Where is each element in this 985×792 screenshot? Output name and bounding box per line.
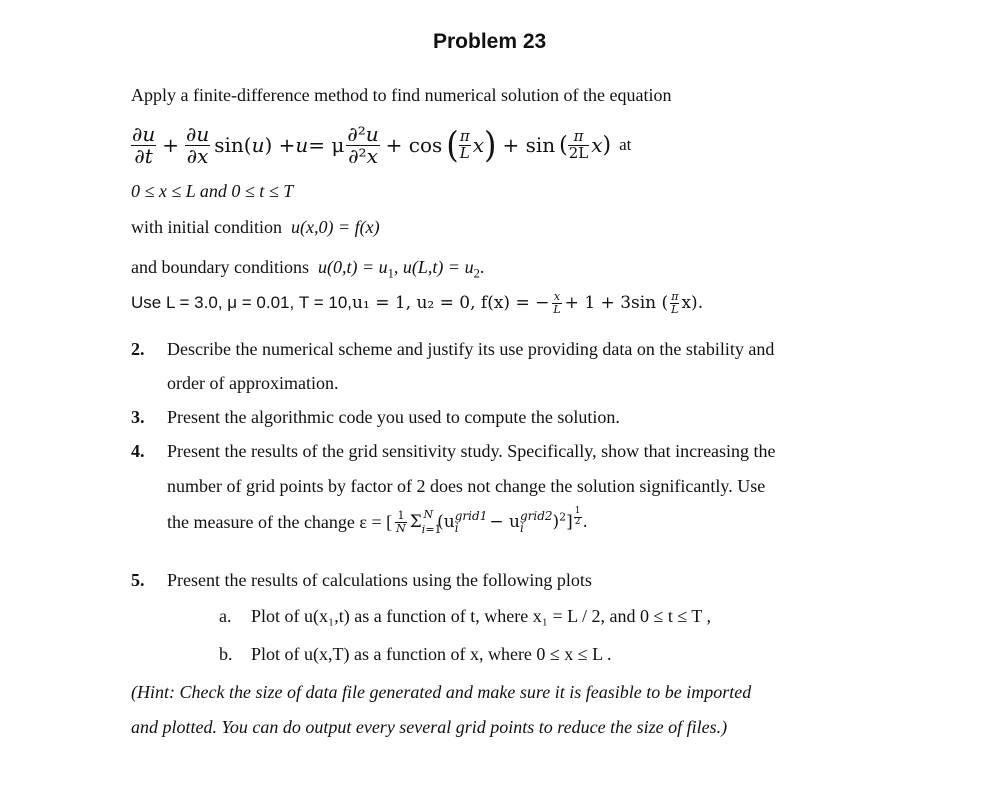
list-item-text: Present the results of the grid sensitivity study. Specifically, show that increasing the (167, 441, 776, 461)
boundary-conditions: and boundary conditions $u(0,t) = u_1$, $u(L,t) = u_2$. (131, 257, 485, 281)
change-measure-line: the measure of the change ε = [ $\frac{1}{N}$ $\Sigma_{i=1}^N$ (u grid1 i − u grid2 i )$^2$] $\frac{1}{2}$ . (167, 506, 588, 537)
hint-text: (Hint: Check the size of data file generated and make sure it is feasible to be imported (131, 682, 752, 702)
intro-text: Apply a finite-difference method to find numerical solution of the equation (131, 85, 672, 105)
item-number: 3. (131, 407, 145, 427)
hint-text: and plotted. You can do output every several grid points to reduce the size of files.) (131, 717, 728, 737)
sub-item-text: Plot of u(x₁,t) as a function of t, where x₁ = L / 2, and 0 ≤ t ≤ T , (251, 606, 712, 626)
sub-item-label: a. (219, 606, 232, 626)
list-item-text: order of approximation. (167, 373, 339, 393)
domain-text: 0 ≤ x ≤ L and 0 ≤ t ≤ T (131, 181, 294, 201)
sub-item-label: b. (219, 644, 233, 664)
du-dt-fraction: $\frac{\partial u}{\partial t}$ (132, 121, 156, 168)
d2u-d2x-fraction: $\frac{\text{∂²u}}{\text{∂²x}}$ (347, 121, 379, 168)
page-title: Problem 23 (433, 30, 547, 53)
x-over-L-fraction: $\frac{x}{L}$ (553, 290, 561, 316)
initial-condition: with initial condition u(x,0) = f(x) (131, 217, 380, 237)
list-item-text: Describe the numerical scheme and justify its use providing data on the stability and (167, 339, 775, 359)
pi-over-2L-fraction: $\frac{\pi}{2L}$ (568, 126, 589, 162)
pi-over-L-fraction: $\frac{\pi}{L}$ (459, 126, 470, 162)
parameters-line: Use L = 3.0, μ = 0.01, T = 10, u₁ = 1, u₂ = 0, f(x) = − $\frac{x}{L}$ + 1 + 3sin ( $\frac{\pi}{L}$ x). (131, 290, 704, 316)
item-number: 2. (131, 339, 145, 359)
list-item-text: number of grid points by factor of 2 does not change the solution significantly. Use (167, 476, 766, 496)
one-over-N-fraction: $\frac{1}{N}$ (396, 509, 406, 535)
item-number: 4. (131, 441, 145, 461)
pde-equation: $\frac{\partial u}{\partial t}$ + $\frac{\partial u}{\partial x}$ sin( u ) + u = μ $\frac{\text{∂²u}}{\text{∂²x}}$ + cos ( $\frac{\pi}{L}$ x ) + sin ( $\frac{\pi}{2L}$ x ) at (132, 121, 632, 168)
sub-item-text: Plot of u(x,T) as a function of x, where 0 ≤ x ≤ L . (251, 644, 612, 664)
list-item-text: Present the algorithmic code you used to compute the solution. (167, 407, 620, 427)
list-item-text: Present the results of calculations using the following plots (167, 570, 592, 590)
item-number: 5. (131, 570, 145, 590)
du-dx-fraction: $\frac{\partial u}{\partial x}$ (186, 121, 210, 168)
pi-over-L-small-fraction: $\frac{\pi}{L}$ (671, 290, 679, 316)
